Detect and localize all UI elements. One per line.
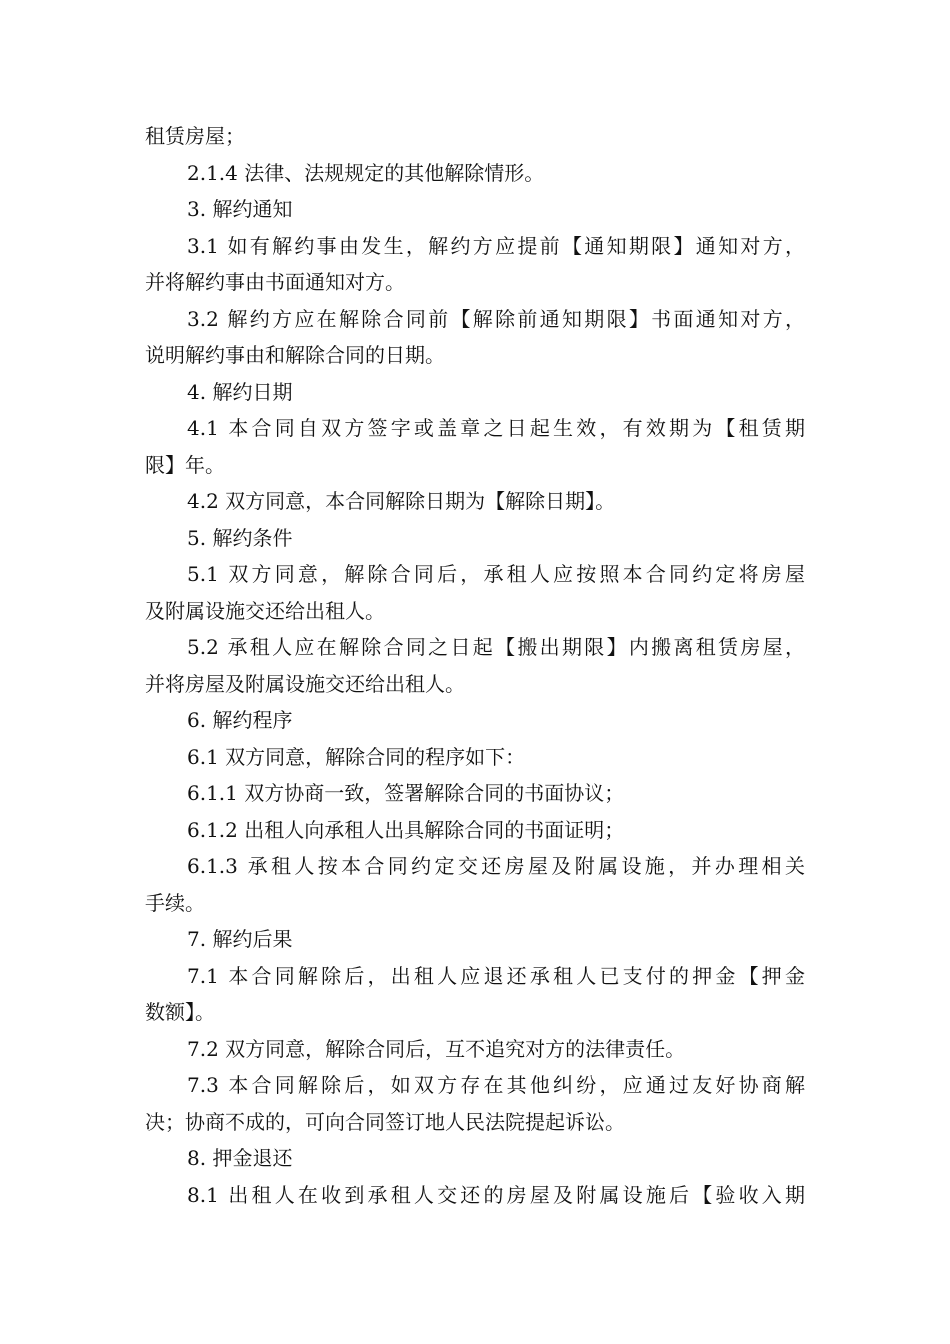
document-line: 7. 解约后果 bbox=[187, 927, 293, 951]
document-line: 3. 解约通知 bbox=[187, 197, 293, 221]
document-line: 说明解约事由和解除合同的日期。 bbox=[145, 343, 445, 367]
document-line: 3.1 如有解约事由发生，解约方应提前【通知期限】通知对方， bbox=[187, 233, 805, 258]
document-line: 5. 解约条件 bbox=[187, 525, 293, 550]
document-line: 限】年。 bbox=[145, 452, 225, 477]
document-line: 数额】。 bbox=[145, 1000, 215, 1024]
document-line: 6.1.2 出租人向承租人出具解除合同的书面证明； bbox=[187, 817, 625, 842]
document-line: 并将解约事由书面通知对方。 bbox=[145, 270, 405, 294]
document-line: 5.2 承租人应在解除合同之日起【搬出期限】内搬离租赁房屋， bbox=[187, 635, 805, 659]
document-line: 租赁房屋； bbox=[145, 124, 245, 148]
document-line: 6.1.1 双方协商一致，签署解除合同的书面协议； bbox=[187, 781, 625, 805]
document-line: 5.1 双方同意，解除合同后，承租人应按照本合同约定将房屋 bbox=[187, 562, 805, 586]
document-line: 并将房屋及附属设施交还给出租人。 bbox=[145, 671, 465, 696]
document-line: 8. 押金退还 bbox=[187, 1146, 293, 1170]
document-line: 8.1 出租人在收到承租人交还的房屋及附属设施后【验收入期 bbox=[187, 1182, 805, 1207]
document-line: 7.2 双方同意，解除合同后，互不追究对方的法律责任。 bbox=[187, 1036, 686, 1061]
document-line: 及附属设施交还给出租人。 bbox=[145, 598, 385, 623]
document-line: 4.1 本合同自双方签字或盖章之日起生效，有效期为【租赁期 bbox=[187, 416, 805, 440]
document-line: 4. 解约日期 bbox=[187, 379, 293, 404]
document-line: 6. 解约程序 bbox=[187, 708, 293, 732]
document-line: 7.1 本合同解除后，出租人应退还承租人已支付的押金【押金 bbox=[187, 963, 805, 988]
document-line: 6.1.3 承租人按本合同约定交还房屋及附属设施，并办理相关 bbox=[187, 854, 805, 878]
document-line: 2.1.4 法律、法规规定的其他解除情形。 bbox=[187, 160, 545, 185]
document-body bbox=[145, 118, 805, 1213]
document-line: 手续。 bbox=[145, 890, 205, 915]
document-line: 6.1 双方同意，解除合同的程序如下： bbox=[187, 744, 526, 769]
document-line: 决；协商不成的，可向合同签订地人民法院提起诉讼。 bbox=[145, 1109, 625, 1134]
document-line: 7.3 本合同解除后，如双方存在其他纠纷，应通过友好协商解 bbox=[187, 1073, 805, 1097]
document-line: 3.2 解约方应在解除合同前【解除前通知期限】书面通知对方， bbox=[187, 306, 805, 331]
document-line: 4.2 双方同意，本合同解除日期为【解除日期】。 bbox=[187, 489, 616, 513]
